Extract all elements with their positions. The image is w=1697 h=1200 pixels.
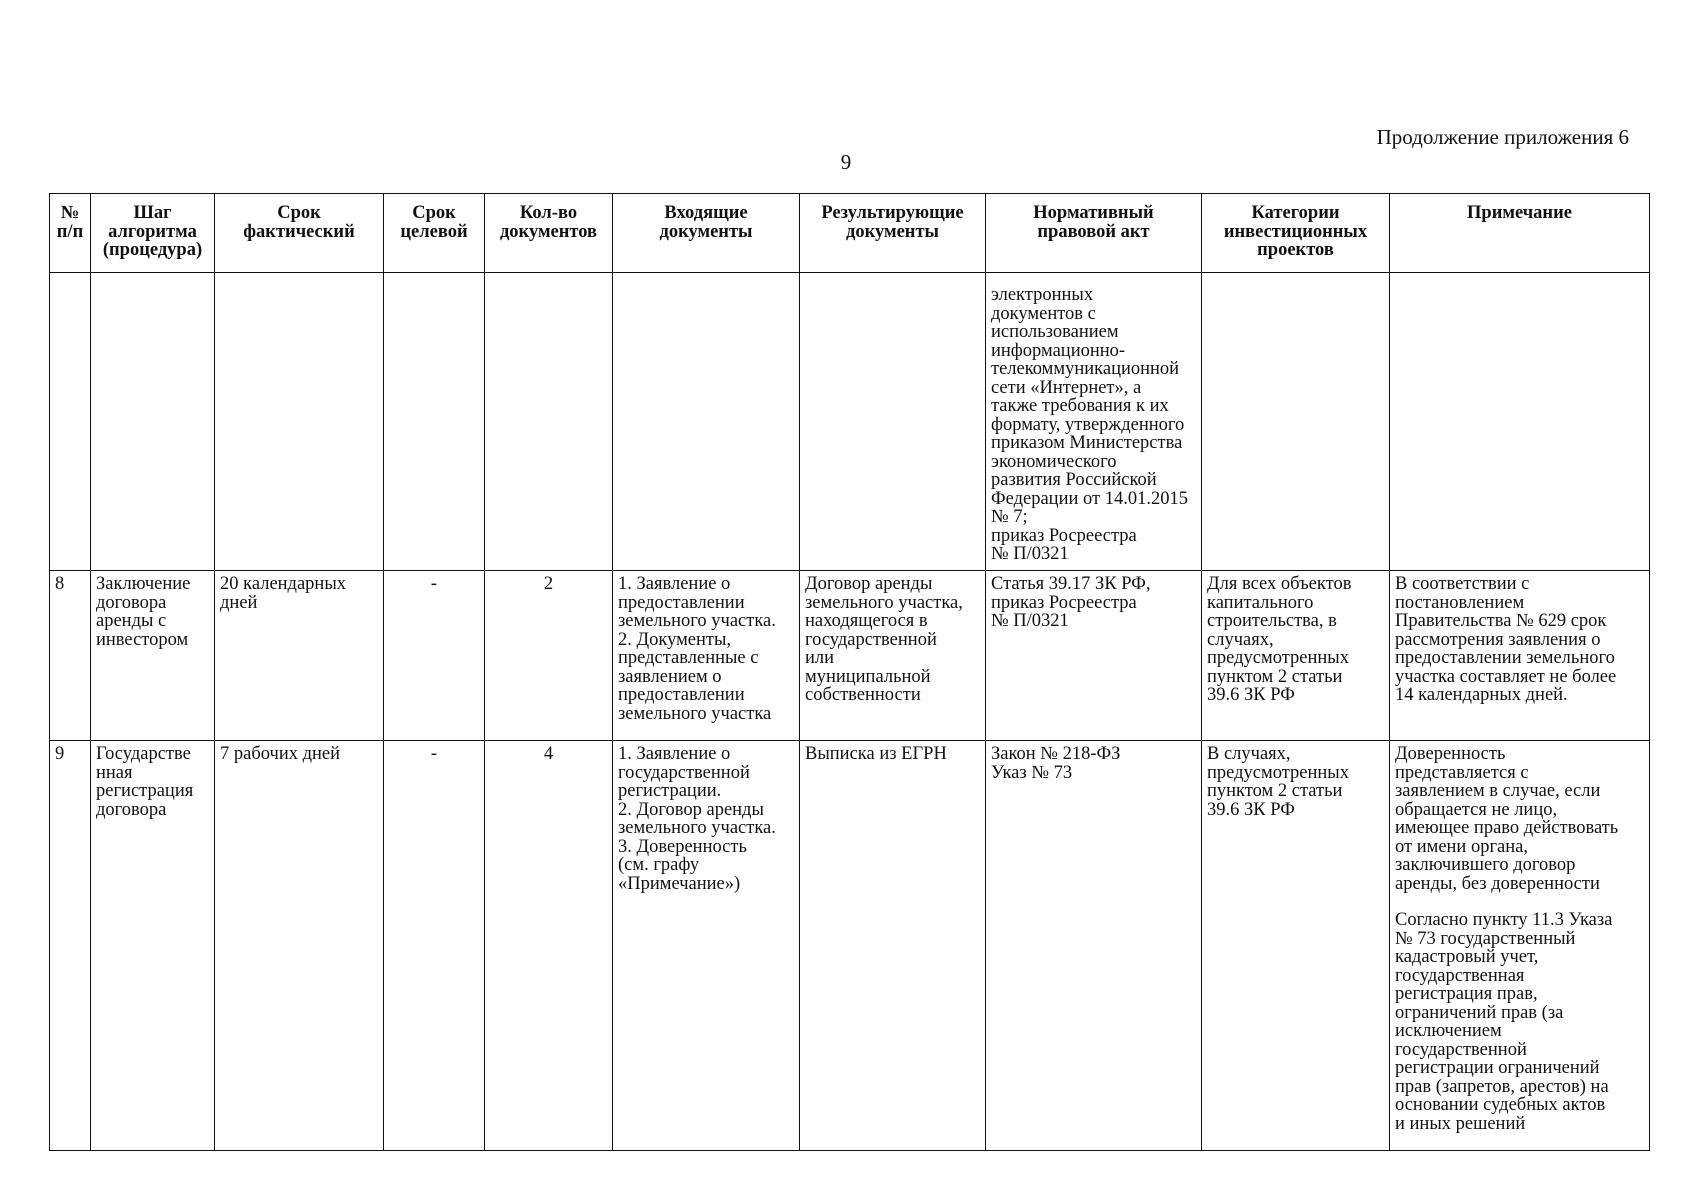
cell-result-docs <box>800 273 986 571</box>
note-spacer <box>1395 893 1644 911</box>
cell-doc-count: 2 <box>485 571 613 741</box>
cell-actual-term: 7 рабочих дней <box>215 741 384 1151</box>
table-row <box>50 571 1650 741</box>
cell-legal-act: электронных документов с использованием информационно- телекоммуникационной сети «Интернет», а также требования к их формату, утвержденного приказом Министерства экономического развития Российской Федерации от 14.01.2015 № 7; приказ Росреестра № П/0321 <box>986 273 1202 571</box>
table-row <box>50 741 1650 1151</box>
cell-number: 9 <box>50 741 91 1151</box>
cell-result-docs: Выписка из ЕГРН <box>800 741 986 1151</box>
column-header-input-docs: Входящие документы <box>613 194 800 273</box>
cell-legal-act: Статья 39.17 ЗК РФ, приказ Росреестра № П/0321 <box>986 571 1202 741</box>
cell-notes <box>1390 741 1650 1151</box>
column-header-step: Шаг алгоритма (процедура) <box>91 194 215 273</box>
procedure-table <box>49 193 1650 1151</box>
column-header-target-term: Срок целевой <box>384 194 485 273</box>
column-header-legal-act: Нормативный правовой акт <box>986 194 1202 273</box>
column-header-actual-term: Срок фактический <box>215 194 384 273</box>
note-paragraph: Доверенность представляется с заявлением в случае, если обращается не лицо, имеющее право действовать от имени органа, заключившего договор аренды, без доверенности <box>1395 744 1619 894</box>
cell-input-docs: 1. Заявление о государственной регистрации. 2. Договор аренды земельного участка. 3. Доверенность (см. графу «Примечание») <box>613 741 800 1151</box>
cell-actual-term <box>215 273 384 571</box>
cell-target-term <box>384 273 485 571</box>
note-paragraph: Согласно пункту 11.3 Указа № 73 государственный кадастровый учет, государственная регистрация прав, ограничений прав (за исключением государственной регистрации ограничений прав (запретов, арестов) на основании судебных актов и иных решений <box>1395 910 1613 1134</box>
column-header-notes: Примечание <box>1390 194 1650 273</box>
cell-result-docs: Договор аренды земельного участка, находящегося в государственной или муниципальной собственности <box>800 571 986 741</box>
column-header-categories: Категории инвестиционных проектов <box>1202 194 1390 273</box>
cell-doc-count <box>485 273 613 571</box>
cell-input-docs: 1. Заявление о предоставлении земельного участка. 2. Документы, представленные с заявлением о предоставлении земельного участка <box>613 571 800 741</box>
page-number: 9 <box>840 150 852 174</box>
column-header-result-docs: Результирующие документы <box>800 194 986 273</box>
cell-target-term: - <box>384 571 485 741</box>
cell-step <box>91 273 215 571</box>
note-paragraph: В соответствии с постановлением Правительства № 629 срок рассмотрения заявления о предоставлении земельного участка составляет не более 14 календарных дней. <box>1395 574 1617 705</box>
cell-step: Государстве нная регистрация договора <box>91 741 215 1151</box>
column-header-doc-count: Кол-во документов <box>485 194 613 273</box>
cell-categories: В случаях, предусмотренных пунктом 2 статьи 39.6 ЗК РФ <box>1202 741 1390 1151</box>
cell-notes <box>1390 273 1650 571</box>
cell-target-term: - <box>384 741 485 1151</box>
appendix-continuation-label: Продолжение приложения 6 <box>1376 125 1629 149</box>
cell-legal-act: Закон № 218-ФЗ Указ № 73 <box>986 741 1202 1151</box>
cell-doc-count: 4 <box>485 741 613 1151</box>
cell-number: 8 <box>50 571 91 741</box>
table-header-row <box>50 194 1650 273</box>
column-header-number: № п/п <box>50 194 91 273</box>
cell-input-docs <box>613 273 800 571</box>
cell-categories: Для всех объектов капитального строительства, в случаях, предусмотренных пунктом 2 статьи 39.6 ЗК РФ <box>1202 571 1390 741</box>
cell-actual-term: 20 календарных дней <box>215 571 384 741</box>
cell-categories <box>1202 273 1390 571</box>
table-row-continued <box>50 273 1650 571</box>
cell-number <box>50 273 91 571</box>
cell-step: Заключение договора аренды с инвестором <box>91 571 215 741</box>
cell-notes <box>1390 571 1650 741</box>
